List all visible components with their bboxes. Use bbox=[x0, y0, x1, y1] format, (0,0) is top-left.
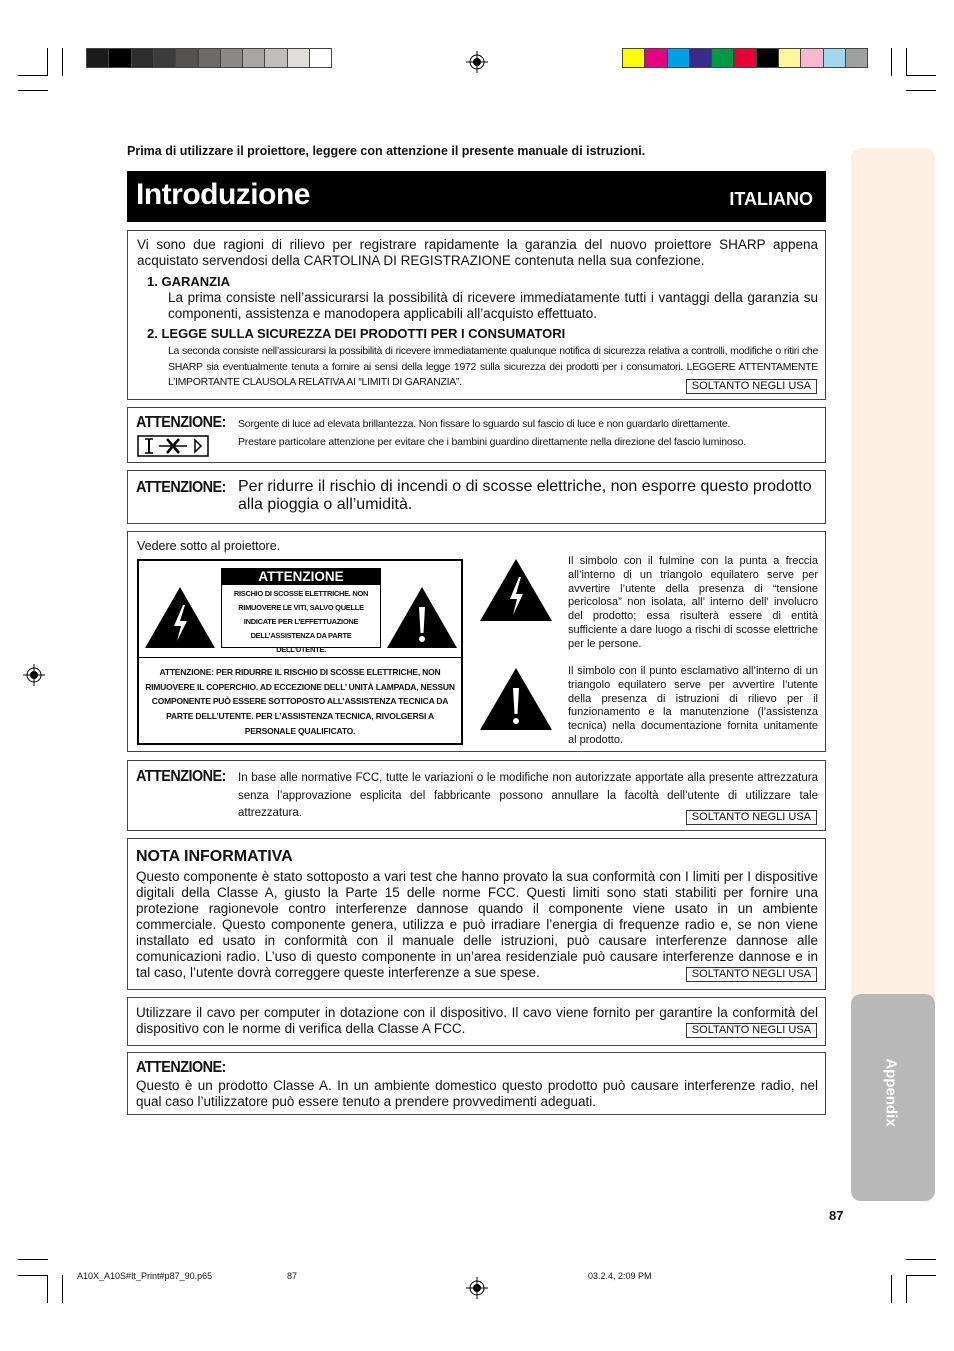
nota-informativa-box bbox=[127, 838, 826, 990]
color-swatch bbox=[108, 48, 131, 68]
caution-divider bbox=[139, 657, 461, 658]
light-warning-line1: Sorgente di luce ad elevata brillantezza. Non fissare lo sguardo sul fascio di luce e non guardarlo direttamente. bbox=[238, 418, 731, 430]
caution-label bbox=[137, 559, 463, 745]
crop-mark bbox=[47, 1275, 48, 1303]
crop-mark bbox=[906, 48, 907, 76]
attention-label: ATTENZIONE: bbox=[136, 1059, 226, 1076]
color-swatch bbox=[622, 48, 645, 68]
page-title: Introduzione bbox=[136, 178, 310, 211]
crop-mark bbox=[891, 1275, 892, 1303]
color-swatch bbox=[287, 48, 310, 68]
title-bar bbox=[127, 171, 826, 222]
item1-title: 1. GARANZIA bbox=[147, 274, 231, 289]
side-band bbox=[851, 148, 935, 998]
fcc-box bbox=[127, 760, 826, 831]
nota-title: NOTA INFORMATIVA bbox=[136, 848, 293, 865]
lightning-symbol-icon bbox=[478, 557, 554, 623]
color-swatch bbox=[220, 48, 243, 68]
fcc-text: In base alle normative FCC, tutte le variazioni o le modifiche non autorizzate apportate alla presente attrezzatura senza l’approvazione esplicita del fabbricante possono annullare la facoltà dell’utente di utilizzare tale attrezzatura. bbox=[238, 772, 818, 819]
color-swatch bbox=[689, 48, 712, 68]
color-swatch bbox=[800, 48, 823, 68]
cable-text: Utilizzare il cavo per computer in dotazione con il dispositivo. Il cavo viene fornito per garantire la conformità del dispositivo con le norme di verifica della Classe A FCC. bbox=[136, 1005, 818, 1036]
color-swatch bbox=[309, 48, 332, 68]
light-warning-box bbox=[127, 407, 826, 463]
registration-box bbox=[127, 230, 826, 400]
crop-mark bbox=[906, 1275, 936, 1276]
caution-sticker-header: ATTENZIONE bbox=[222, 569, 380, 585]
color-swatch bbox=[153, 48, 176, 68]
crop-mark bbox=[906, 75, 936, 76]
color-swatch bbox=[175, 48, 198, 68]
item1-text: La prima consiste nell’assicurarsi la possibilità di ricevere immediatamente tutti i vantaggi della garanzia su componenti, assistenza e manodopera applicabili all’acquisto effettuato. bbox=[168, 290, 818, 321]
symbols-caption: Vedere sotto al proiettore. bbox=[137, 539, 281, 553]
color-swatch bbox=[264, 48, 287, 68]
footer-date: 03.2.4, 2:09 PM bbox=[588, 1271, 652, 1281]
usa-only-tag: SOLTANTO NEGLI USA bbox=[686, 379, 817, 394]
crop-mark bbox=[891, 48, 892, 76]
no-staring-icon bbox=[137, 435, 209, 457]
caution-sticker bbox=[221, 568, 381, 654]
color-swatch bbox=[667, 48, 690, 68]
crop-mark bbox=[18, 1275, 48, 1276]
crop-mark bbox=[906, 1275, 907, 1303]
language-label: ITALIANO bbox=[729, 189, 813, 209]
class-a-box bbox=[127, 1052, 826, 1115]
caution-label-text: ATTENZIONE: PER RIDURRE IL RISCHIO DI SCOSSE ELETTRICHE, NON RIMUOVERE IL COPERCHIO. AD ECCEZIONE DELL’ UNITÀ LAMPADA, NESSUN COMPONENTE PUÒ ESSERE SOTTOPOSTO ALL’ASSISTENZA TECNICA DA PARTE DELL’UTENTE. PER L’ASSISTENZA TECNICA, RIVOLGERSI A PERSONALE QUALIFICATO. bbox=[145, 667, 455, 736]
registration-mark-icon bbox=[23, 664, 45, 686]
color-swatch bbox=[131, 48, 154, 68]
registration-mark-icon bbox=[466, 51, 488, 73]
crop-mark bbox=[906, 1259, 936, 1260]
usa-only-tag: SOLTANTO NEGLI USA bbox=[686, 810, 817, 825]
color-swatch bbox=[711, 48, 734, 68]
crop-mark bbox=[18, 75, 48, 76]
crop-mark bbox=[62, 48, 63, 76]
appendix-tab[interactable] bbox=[851, 994, 935, 1201]
crop-mark bbox=[18, 90, 48, 91]
class-a-text: Questo è un prodotto Classe A. In un ambiente domestico questo prodotto può causare interferenze radio, nel qual caso l’utilizzatore può essere tenuto a prendere provvedimenti adeguati. bbox=[136, 1078, 818, 1109]
lightning-warning-icon bbox=[143, 585, 217, 650]
usa-only-tag: SOLTANTO NEGLI USA bbox=[686, 1023, 817, 1038]
attention-label: ATTENZIONE: bbox=[136, 414, 226, 431]
crop-mark bbox=[47, 48, 48, 76]
cable-box bbox=[127, 997, 826, 1046]
color-swatch bbox=[823, 48, 846, 68]
exclamation-symbol-icon bbox=[478, 666, 554, 732]
attention-label: ATTENZIONE: bbox=[136, 479, 226, 496]
exclamation-warning-icon bbox=[385, 585, 459, 650]
color-swatch bbox=[778, 48, 801, 68]
color-swatch bbox=[845, 48, 868, 68]
crop-mark bbox=[18, 1259, 48, 1260]
color-swatch bbox=[644, 48, 667, 68]
fire-warning-box bbox=[127, 470, 826, 524]
exclamation-symbol-text: Il simbolo con il punto esclamativo all’interno di un triangolo equilatero serve per avvertire l’utente della presenza di istruzioni di rilievo per il funzionamento e la manutenzione (l’assistenza tecnica) nella documentazione fornita unitamente al prodotto. bbox=[568, 665, 818, 746]
registration-intro: Vi sono due ragioni di rilievo per registrare rapidamente la garanzia del nuovo proiettore SHARP appena acquistato servendosi della CARTOLINA DI REGISTRAZIONE contenuta nella sua confezione. bbox=[137, 237, 818, 268]
crop-mark bbox=[906, 90, 936, 91]
registration-mark-icon bbox=[466, 1277, 488, 1299]
footer-file: A10X_A10S#It_Print#p87_90.p65 bbox=[77, 1271, 213, 1281]
footer-page: 87 bbox=[287, 1271, 298, 1281]
usa-only-tag: SOLTANTO NEGLI USA bbox=[686, 967, 817, 982]
color-swatch bbox=[734, 48, 757, 68]
item2-text: La seconda consiste nell’assicurarsi la possibilità di ricevere immediatamente qualunque notifica di sicurezza relativa a controlli, modifiche o ritiri che SHARP sia eventualmente tenuta a fornire ai sensi della legge 1972 sulla sicurezza dei prodotti per i consumatori. LEGGERE ATTENTAMENTE L’IMPORTANTE CLAUSOLA RELATIVA AI “LIMITI DI GARANZIA”. bbox=[168, 345, 818, 388]
color-swatch bbox=[756, 48, 779, 68]
color-swatch bbox=[242, 48, 265, 68]
item2-title: 2. LEGGE SULLA SICUREZZA DEI PRODOTTI PER I CONSUMATORI bbox=[147, 326, 566, 341]
color-swatch bbox=[86, 48, 109, 68]
appendix-tab-label: Appendix bbox=[882, 1058, 900, 1127]
nota-text: Questo componente è stato sottoposto a vari test che hanno provato la sua conformità con I limiti per I dispositive digitali della Classe A, giusto la Parte 15 delle norme FCC. Questi limiti sono stati stabiliti per fornire una protezione ragionevole contro interferenze dannose quando il componente viene usato in un ambiente commerciale. Questo componente genera, utilizza e può irradiare l’energia di frequenze radio e, se non viene installato ed usato in conformità con il manuale delle istruzioni, può causare interferenze dannose alle comunicazioni radio. L’uso di questo componente in un’area residenziale può causare interferenze dannose e in tal caso, l’utente dovrà correggere queste interferenze a sue spese. bbox=[136, 869, 818, 980]
symbols-box bbox=[127, 531, 826, 752]
light-warning-line2: Prestare particolare attenzione per evitare che i bambini guardino direttamente nella direzione del fascio luminoso. bbox=[238, 436, 746, 448]
page-number: 87 bbox=[829, 1208, 844, 1223]
fire-warning-text: Per ridurre il rischio di incendi o di scosse elettriche, non esporre questo prodotto alla pioggia o all’umidità. bbox=[238, 478, 812, 513]
intro-line: Prima di utilizzare il proiettore, leggere con attenzione il presente manuale di istruzioni. bbox=[127, 144, 646, 158]
color-swatch bbox=[198, 48, 221, 68]
crop-mark bbox=[62, 1275, 63, 1303]
lightning-symbol-text: Il simbolo con il fulmine con la punta a freccia all’interno di un triangolo equilatero serve per avvertire l’utente della presenza di “tensione pericolosa” non isolata, all’ interno dell’ involucro del prodotto; essa risulterà essere di entità sufficiente a dare luogo a rischi di scosse elettriche per le persone. bbox=[568, 555, 818, 650]
attention-label: ATTENZIONE: bbox=[136, 768, 226, 785]
caution-sticker-text: RISCHIO DI SCOSSE ELETTRICHE. NON RIMUOVERE LE VITI, SALVO QUELLE INDICATE PER L’EFFETTUAZIONE DELL’ASSISTENZA DA PARTE DELL’UTENTE. bbox=[233, 589, 369, 654]
